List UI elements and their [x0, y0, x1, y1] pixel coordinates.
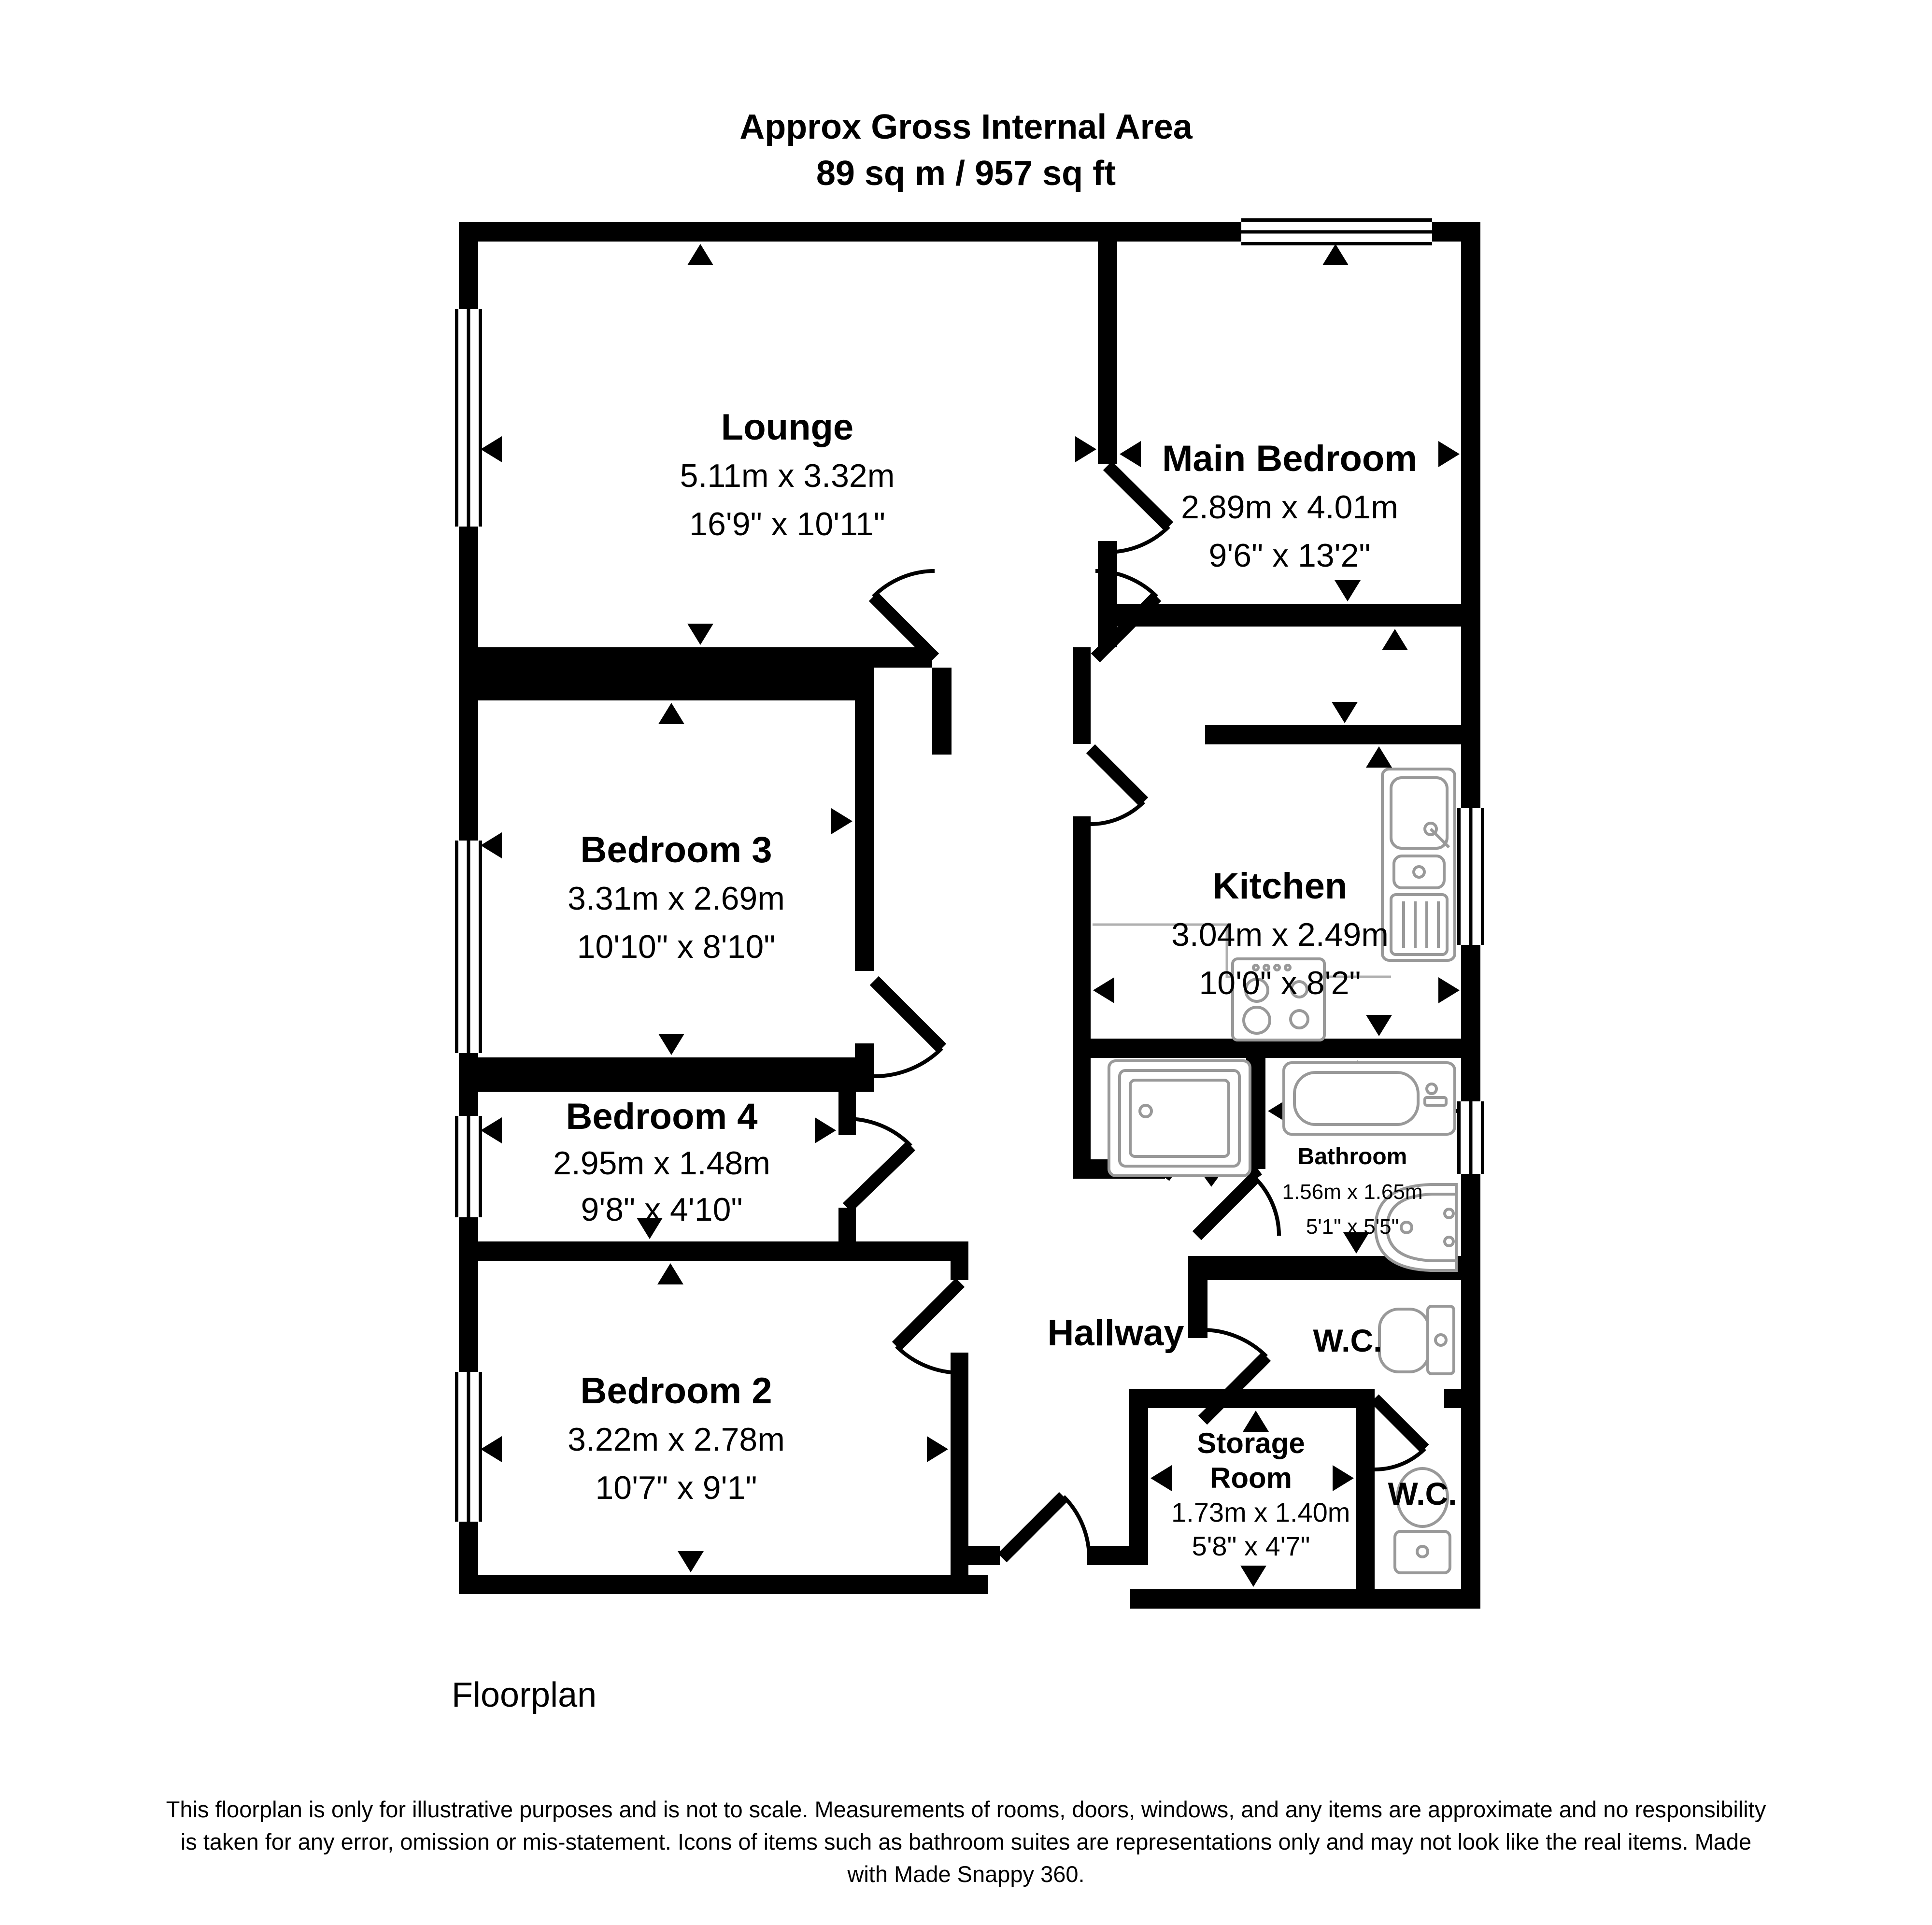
room-label-bedroom3 — [568, 826, 785, 971]
door-arc — [1203, 1330, 1266, 1356]
door-arc — [1375, 1449, 1425, 1469]
door-leaf — [874, 981, 942, 1048]
room-dim-metric: 2.95m x 1.48m — [553, 1145, 770, 1182]
room-name: Hallway — [1047, 1312, 1184, 1354]
room-dim-imperial: 5'8" x 4'7" — [1192, 1531, 1310, 1561]
room-dim-metric: 2.89m x 4.01m — [1181, 489, 1398, 526]
disclaimer-text: This floorplan is only for illustrative purposes and is not to scale. Measurements of rooms, doors, windows, and any items are approximate and no responsibility is taken for any error, omission or mis-statement. Icons of items such as bathroom suites are representations only and may not look like the real items. Made with Made Snappy 360. — [166, 1797, 1766, 1887]
room-dim-metric: 3.22m x 2.78m — [568, 1421, 785, 1458]
door-leaf — [873, 597, 935, 658]
door-arc — [1255, 1178, 1279, 1236]
shower-tray-icon — [1109, 1061, 1250, 1176]
room-dim-metric: 3.04m x 2.49m — [1171, 916, 1389, 953]
room-label-wc1 — [1313, 1321, 1382, 1360]
title-line1: Approx Gross Internal Area — [739, 108, 1193, 146]
room-name: W.C. — [1388, 1476, 1457, 1511]
door-arc — [874, 1048, 942, 1076]
room-label-storage-room — [1171, 1426, 1350, 1563]
room-label-bedroom4 — [553, 1094, 770, 1233]
room-dim-imperial: 10'7" x 9'1" — [595, 1469, 757, 1506]
room-label-hallway — [1047, 1309, 1184, 1357]
room-label-bedroom2 — [568, 1367, 785, 1512]
room-dim-imperial: 16'9" x 10'11" — [689, 506, 885, 542]
page-title — [0, 104, 1932, 197]
room-dim-metric: 3.31m x 2.69m — [568, 880, 785, 917]
room-dim-metric: 5.11m x 3.32m — [680, 457, 895, 494]
room-label-lounge — [680, 403, 895, 548]
door-swings — [847, 466, 1425, 1558]
door-leaf — [1375, 1398, 1425, 1449]
door-leaf — [847, 1146, 911, 1208]
door-leaf — [1203, 1356, 1266, 1420]
room-name: Storage Room — [1197, 1427, 1305, 1494]
door-leaf — [1091, 749, 1144, 802]
room-name: Lounge — [721, 407, 854, 448]
door-arc — [873, 571, 935, 597]
room-name: W.C. — [1313, 1323, 1382, 1358]
room-name: Kitchen — [1212, 866, 1348, 907]
door-arc — [847, 1119, 911, 1146]
door-leaf — [1197, 1178, 1255, 1236]
door-leaf — [1108, 466, 1169, 527]
door-arc — [1064, 1497, 1089, 1558]
door-arc — [1091, 802, 1144, 824]
toilet-icon — [1379, 1306, 1454, 1374]
door-leaf — [1095, 597, 1157, 658]
room-dim-imperial: 9'8" x 4'10" — [581, 1191, 743, 1228]
room-dim-imperial: 9'6" x 13'2" — [1208, 537, 1371, 574]
door-leaf — [1002, 1497, 1064, 1558]
room-name: Bathroom — [1297, 1144, 1407, 1169]
room-name: Bedroom 2 — [580, 1370, 772, 1412]
floorplan-caption: Floorplan — [452, 1676, 597, 1714]
room-name: Main Bedroom — [1162, 438, 1417, 479]
door-arc — [896, 1346, 960, 1373]
room-label-bathroom — [1282, 1139, 1422, 1244]
room-label-wc2 — [1388, 1474, 1457, 1513]
room-name: Bedroom 3 — [580, 829, 772, 870]
room-label-main-bedroom — [1162, 435, 1417, 580]
room-name: Bedroom 4 — [566, 1096, 758, 1137]
door-leaf — [896, 1283, 960, 1346]
title-line2: 89 sq m / 957 sq ft — [816, 154, 1116, 193]
bathtub-icon — [1284, 1063, 1455, 1134]
room-label-kitchen — [1171, 862, 1389, 1007]
door-arc — [1095, 571, 1157, 597]
room-dim-imperial: 5'1" x 5'5" — [1306, 1215, 1399, 1239]
room-dim-metric: 1.73m x 1.40m — [1171, 1497, 1350, 1527]
room-dim-imperial: 10'0" x 8'2" — [1199, 965, 1361, 1001]
door-arc — [1108, 527, 1169, 552]
kitchen-sink-icon — [1382, 769, 1455, 960]
room-dim-metric: 1.56m x 1.65m — [1282, 1180, 1423, 1204]
room-dim-imperial: 10'10" x 8'10" — [577, 928, 776, 965]
